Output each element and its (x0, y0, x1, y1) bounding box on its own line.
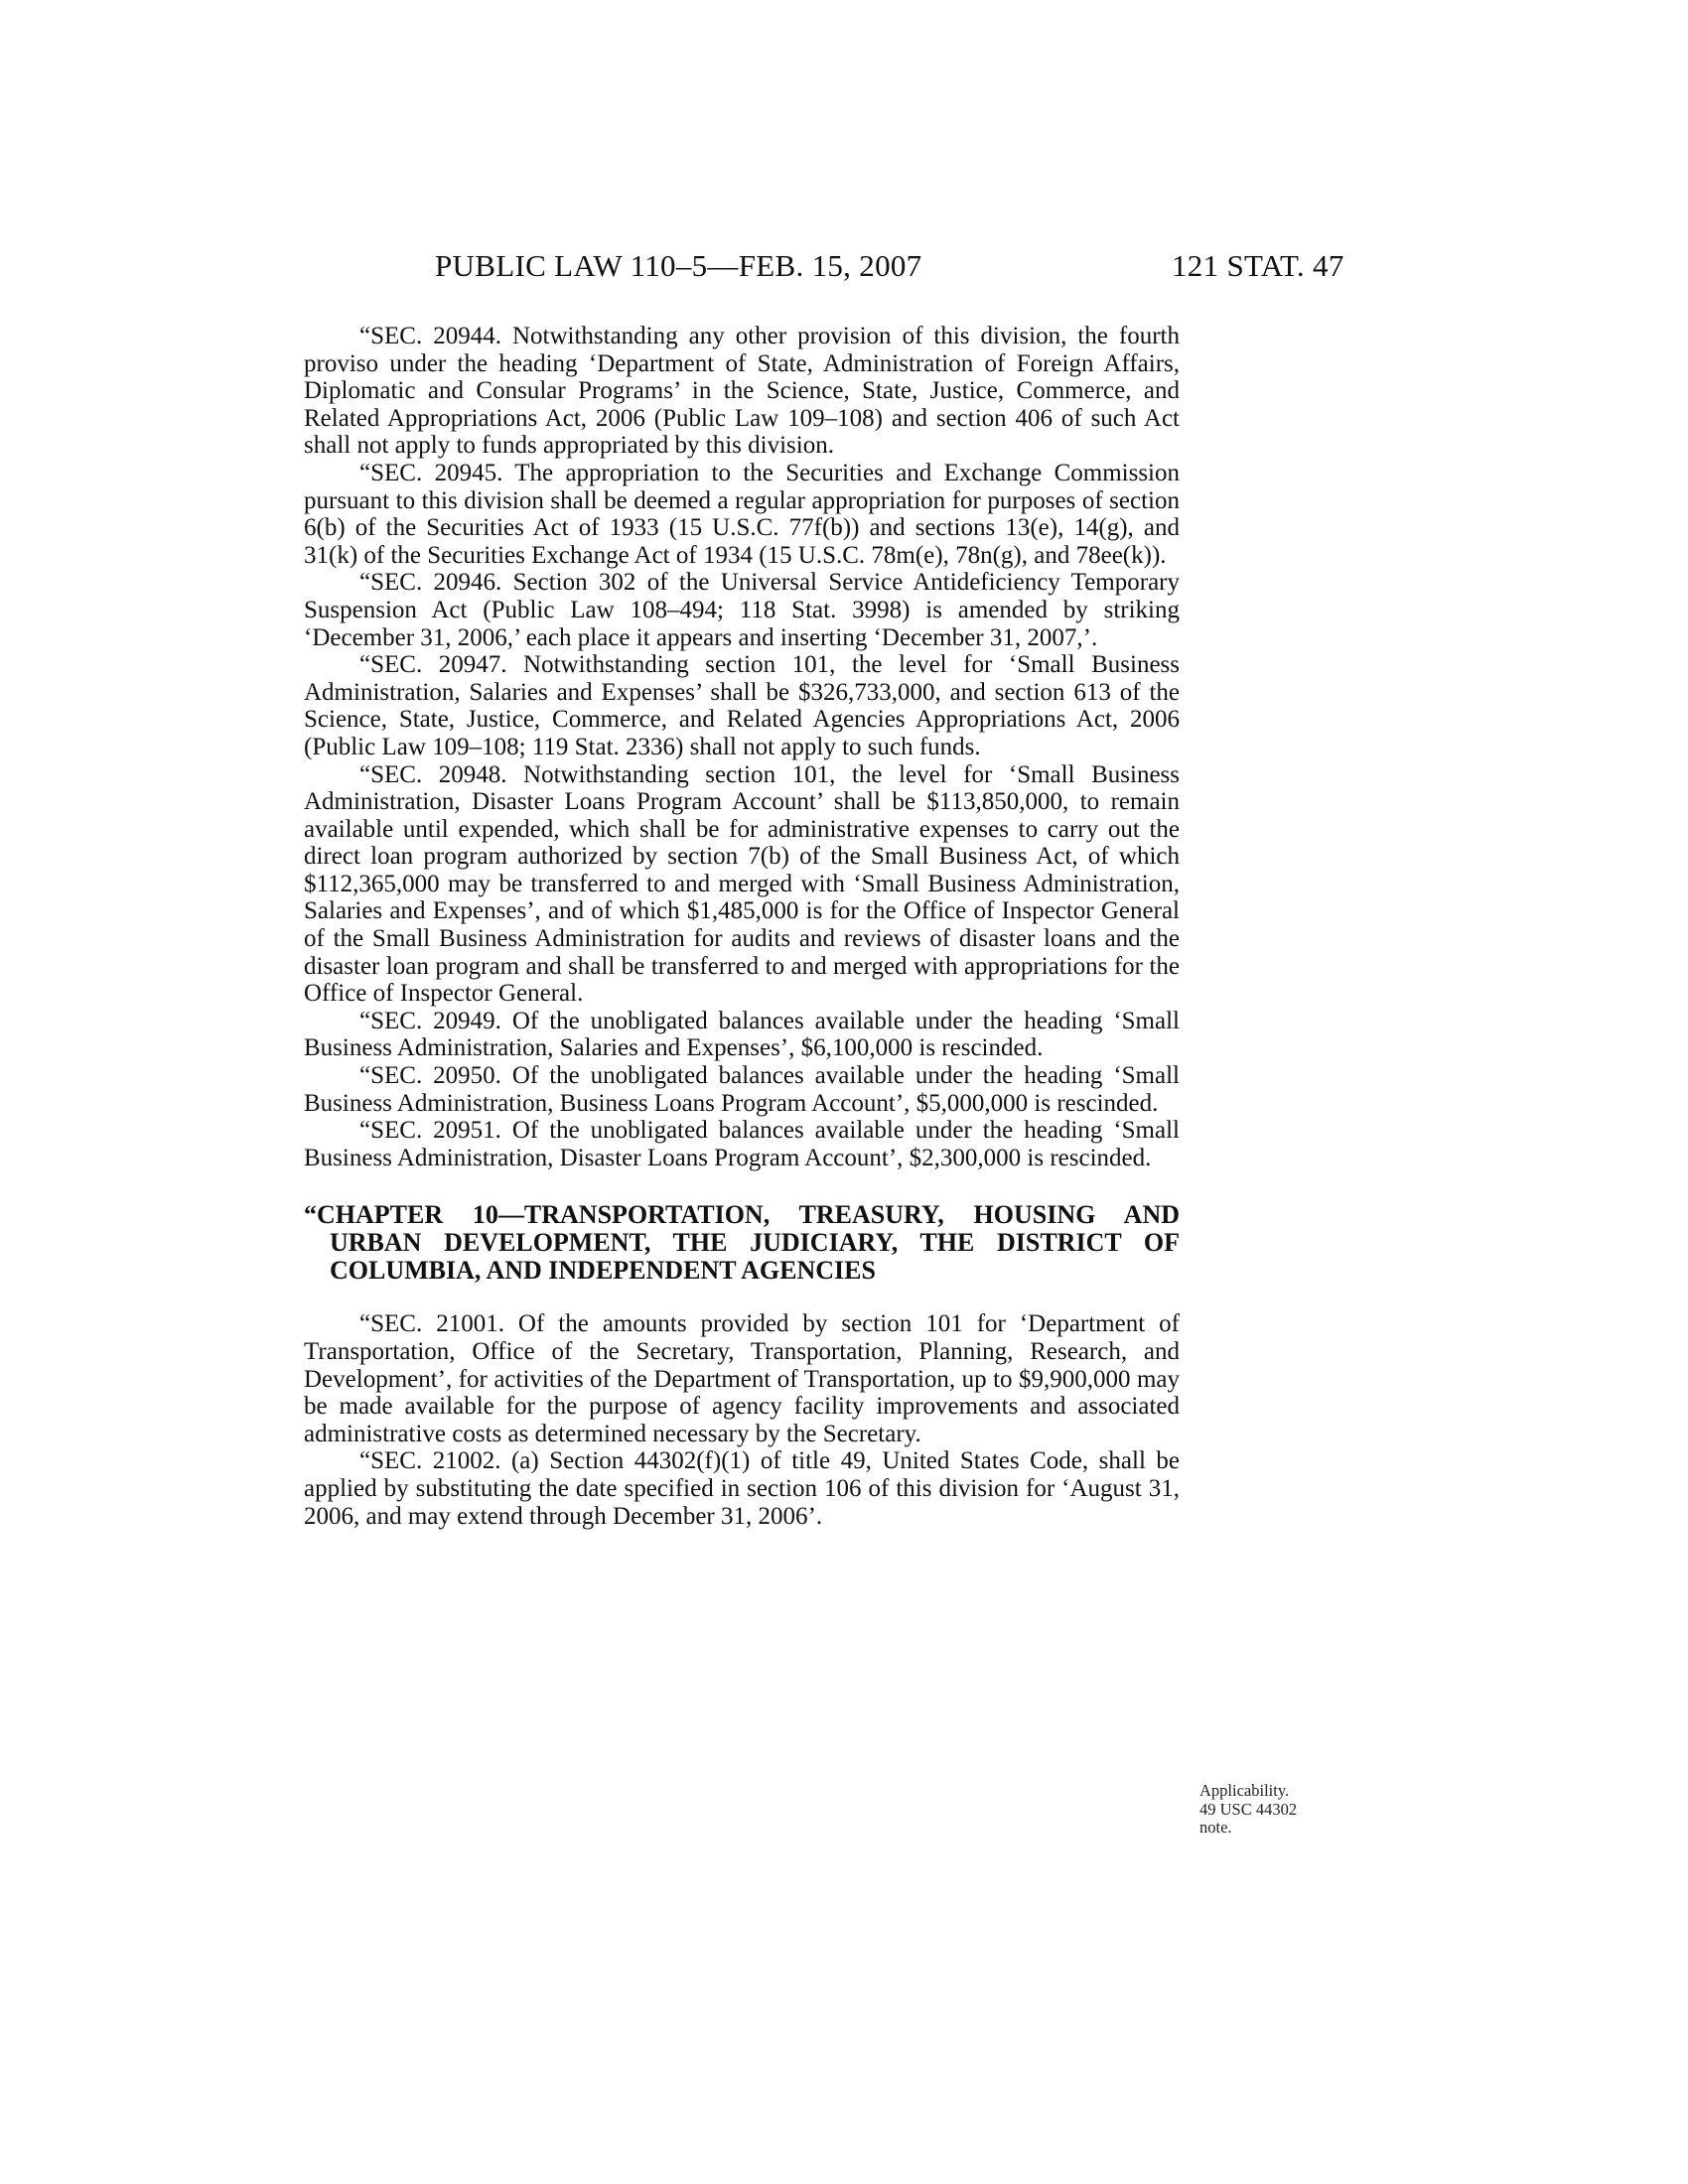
running-head-title: PUBLIC LAW 110–5—FEB. 15, 2007 (435, 248, 922, 283)
main-text-column (304, 323, 1180, 1530)
section-21001: “SEC. 21001. Of the amounts provided by section 101 for ‘Department of Transportation, Office of the Secretary, Transportation, Planning, Research, and Development’, for activities of the Department of Transportation, up to $9,900,000 may be made available for the purpose of agency facility improvements and associated administrative costs as determined necessary by the Secretary. (304, 1310, 1180, 1447)
chapter-10-heading: “CHAPTER 10—TRANSPORTATION, TREASURY, HOUSING AND URBAN DEVELOPMENT, THE JUDICIARY, THE DISTRICT OF COLUMBIA, AND INDEPENDENT AGENCIES (304, 1200, 1180, 1286)
page-header (0, 248, 1688, 298)
section-20944: “SEC. 20944. Notwithstanding any other provision of this division, the fourth proviso under the heading ‘Department of State, Administration of Foreign Affairs, Diplomatic and Consular Programs’ in the Science, State, Justice, Commerce, and Related Appropriations Act, 2006 (Public Law 109–108) and section 406 of such Act shall not apply to funds appropriated by this division. (304, 323, 1180, 460)
section-20945: “SEC. 20945. The appropriation to the Securities and Exchange Commission pursuant to this division shall be deemed a regular appropriation for purposes of section 6(b) of the Securities Act of 1933 (15 U.S.C. 77f(b)) and sections 13(e), 14(g), and 31(k) of the Securities Exchange Act of 1934 (15 U.S.C. 78m(e), 78n(g), and 78ee(k)). (304, 459, 1180, 569)
margin-note-line-3: note. (1199, 1818, 1232, 1837)
section-21002: “SEC. 21002. (a) Section 44302(f)(1) of title 49, United States Code, shall be applied by substituting the date specified in section 106 of this division for ‘August 31, 2006, and may extend through December 31, 2006’. (304, 1447, 1180, 1530)
margin-note-applicability (1199, 1782, 1358, 1838)
section-20947: “SEC. 20947. Notwithstanding section 101, the level for ‘Small Business Administration, Salaries and Expenses’ shall be $326,733,000, and section 613 of the Science, State, Justice, Commerce, and Related Agencies Appropriations Act, 2006 (Public Law 109–108; 119 Stat. 2336) shall not apply to such funds. (304, 651, 1180, 760)
section-20948: “SEC. 20948. Notwithstanding section 101, the level for ‘Small Business Administration, Disaster Loans Program Account’ shall be $113,850,000, to remain available until expended, which shall be for administrative expenses to carry out the direct loan program authorized by section 7(b) of the Small Business Act, of which $112,365,000 may be transferred to and merged with ‘Small Business Administration, Salaries and Expenses’, and of which $1,485,000 is for the Office of Inspector General of the Small Business Administration for audits and reviews of disaster loans and the disaster loan program and shall be transferred to and merged with appropriations for the Office of Inspector General. (304, 760, 1180, 1008)
margin-note-line-1: Applicability. (1199, 1781, 1290, 1800)
margin-note-line-2: 49 USC 44302 (1199, 1799, 1298, 1819)
section-20951: “SEC. 20951. Of the unobligated balances available under the heading ‘Small Business Administration, Disaster Loans Program Account’, $2,300,000 is rescinded. (304, 1117, 1180, 1171)
statute-page-number: 121 STAT. 47 (1172, 248, 1344, 283)
section-20946: “SEC. 20946. Section 302 of the Universal Service Antideficiency Temporary Suspension Act (Public Law 108–494; 118 Stat. 3998) is amended by striking ‘December 31, 2006,’ each place it appears and inserting ‘December 31, 2007,’. (304, 569, 1180, 651)
section-20950: “SEC. 20950. Of the unobligated balances available under the heading ‘Small Business Administration, Business Loans Program Account’, $5,000,000 is rescinded. (304, 1062, 1180, 1117)
section-20949: “SEC. 20949. Of the unobligated balances available under the heading ‘Small Business Administration, Salaries and Expenses’, $6,100,000 is rescinded. (304, 1007, 1180, 1062)
